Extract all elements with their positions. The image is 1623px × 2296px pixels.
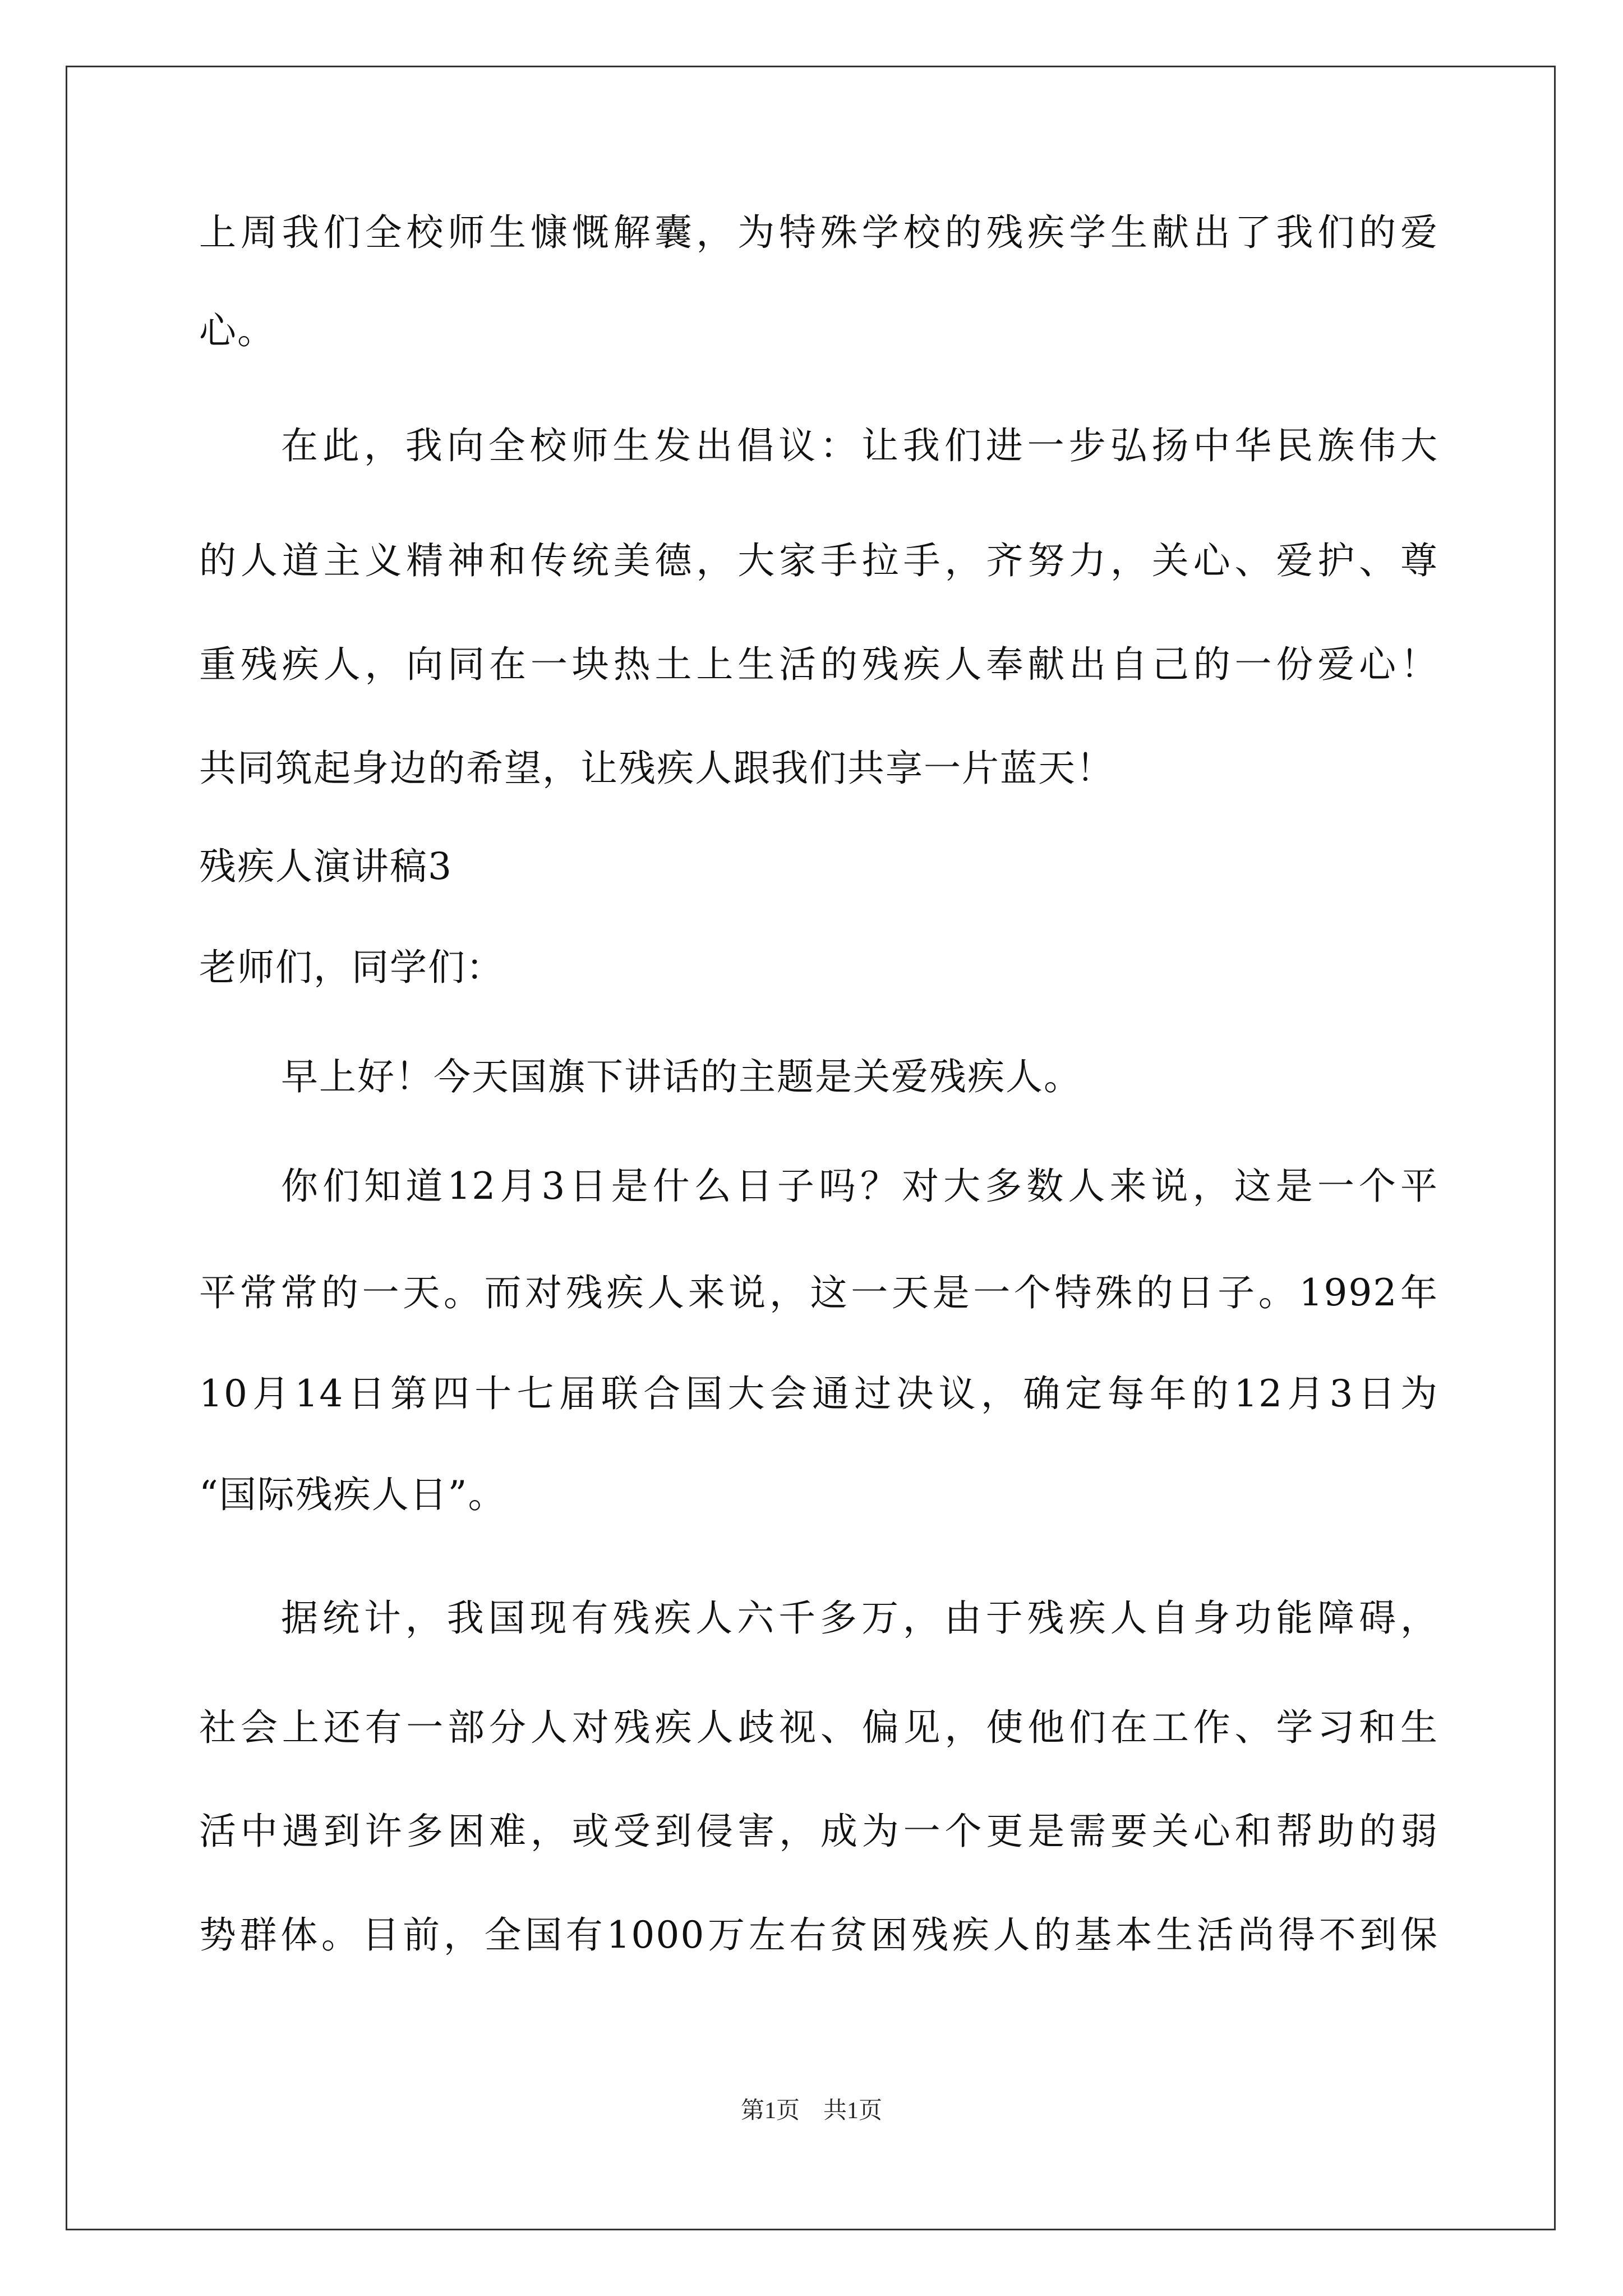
- section-heading: 残疾人演讲稿3: [199, 845, 453, 888]
- text-line: 10月14日第四十七届联合国大会通过决议，确定每年的12月3日为: [199, 1372, 1438, 1415]
- text-line: 平常常的一天。而对残疾人来说，这一天是一个特殊的日子。1992年: [199, 1271, 1438, 1314]
- page-number: 第1页 共1页: [740, 2098, 882, 2124]
- text-line: “国际残疾人日”。: [199, 1473, 506, 1516]
- text-line: 势群体。目前，全国有1000万左右贫困残疾人的基本生活尚得不到保: [199, 1913, 1438, 1957]
- text-line: 共同筑起身边的希望，让残疾人跟我们共享一片蓝天！: [199, 747, 1114, 790]
- text-line: 心。: [199, 309, 275, 352]
- text-line: 你们知道12月3日是什么日子吗？对大多数人来说，这是一个平: [281, 1165, 1438, 1208]
- text-line: 据统计，我国现有残疾人六千多万，由于残疾人自身功能障碍，: [281, 1596, 1438, 1640]
- text-line: 在此，我向全校师生发出倡议：让我们进一步弘扬中华民族伟大: [281, 424, 1438, 467]
- text-line: 社会上还有一部分人对残疾人歧视、偏见，使他们在工作、学习和生: [199, 1706, 1438, 1749]
- text-line: 活中遇到许多困难，或受到侵害，成为一个更是需要关心和帮助的弱: [199, 1810, 1438, 1853]
- text-line: 早上好！今天国旗下讲话的主题是关爱残疾人。: [281, 1055, 1082, 1098]
- text-line: 重残疾人，向同在一块热土上生活的残疾人奉献出自己的一份爱心！: [199, 643, 1438, 686]
- text-line: 的人道主义精神和传统美德，大家手拉手，齐努力，关心、爱护、尊: [199, 539, 1438, 582]
- salutation: 老师们，同学们：: [199, 946, 504, 989]
- page-border: [66, 66, 1556, 2230]
- text-line: 上周我们全校师生慷慨解囊，为特殊学校的残疾学生献出了我们的爱: [199, 211, 1438, 254]
